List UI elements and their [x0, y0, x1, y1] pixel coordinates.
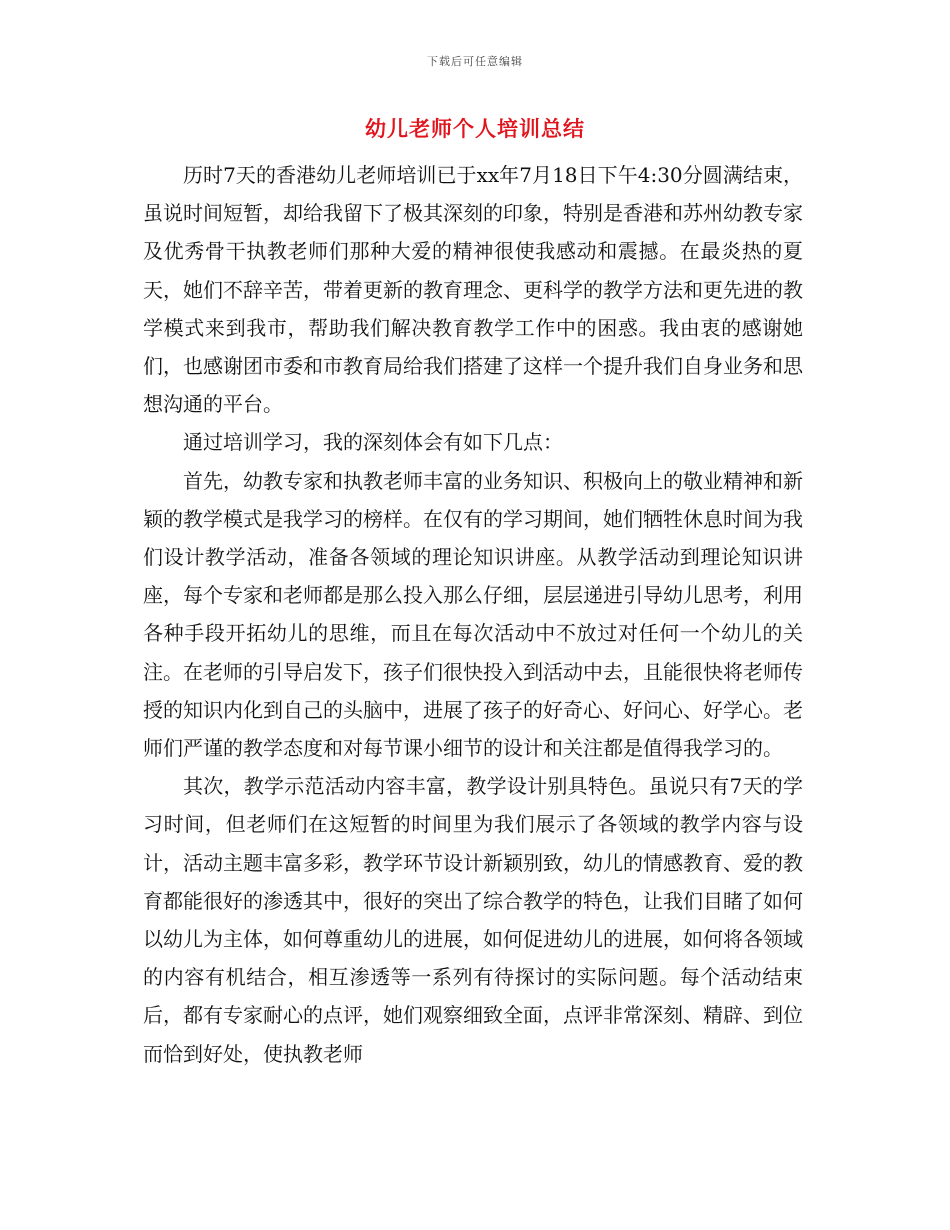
paragraph-intro: 历时7天的香港幼儿老师培训已于xx年7月18日下午4:30分圆满结束，虽说时间短暂，却给我留下了极其深刻的印象，特别是香港和苏州幼教专家及优秀骨干执教老师们那种大爱的精神很使我感动和震撼。在最炎热的夏天，她们不辞辛苦，带着更新的教育理念、更科学的教学方法和更先进的教学模式来到我市，帮助我们解决教育教学工作中的困惑。我由衷的感谢她们，也感谢团市委和市教育局给我们搭建了这样一个提升我们自身业务和思想沟通的平台。	[143, 163, 803, 417]
paragraph-points-lead: 通过培训学习，我的深刻体会有如下几点：	[183, 430, 563, 455]
paragraph-first-point: 首先，幼教专家和执教老师丰富的业务知识、积极向上的敬业精神和新颖的教学模式是我学习的榜样。在仅有的学习期间，她们牺牲休息时间为我们设计教学活动，准备各领域的理论知识讲座。从教学活动到理论知识讲座，每个专家和老师都是那么投入那么仔细，层层递进引导幼儿思考，利用各种手段开拓幼儿的思维，而且在每次活动中不放过对任何一个幼儿的关注。在老师的引导启发下，孩子们很快投入到活动中去，且能很快将老师传授的知识内化到自己的头脑中，进展了孩子的好奇心、好问心、好学心。老师们严谨的教学态度和对每节课小细节的设计和关注都是值得我学习的。	[143, 468, 803, 761]
header-note: 下载后可任意编辑	[427, 55, 523, 68]
document-body	[143, 156, 803, 1073]
document-title: 幼儿老师个人培训总结	[365, 117, 585, 141]
paragraph-second-point: 其次，教学示范活动内容丰富，教学设计别具特色。虽说只有7天的学习时间，但老师们在这短暂的时间里为我们展示了各领域的教学内容与设计，活动主题丰富多彩，教学环节设计新颖别致，幼儿的情感教育、爱的教育都能很好的渗透其中，很好的突出了综合教学的特色，让我们目睹了如何以幼儿为主体，如何尊重幼儿的进展，如何促进幼儿的进展，如何将各领域的内容有机结合，相互渗透等一系列有待探讨的实际问题。每个活动结束后，都有专家耐心的点评，她们观察细致全面，点评非常深刻、精辟、到位而恰到好处，使执教老师	[143, 774, 803, 1066]
